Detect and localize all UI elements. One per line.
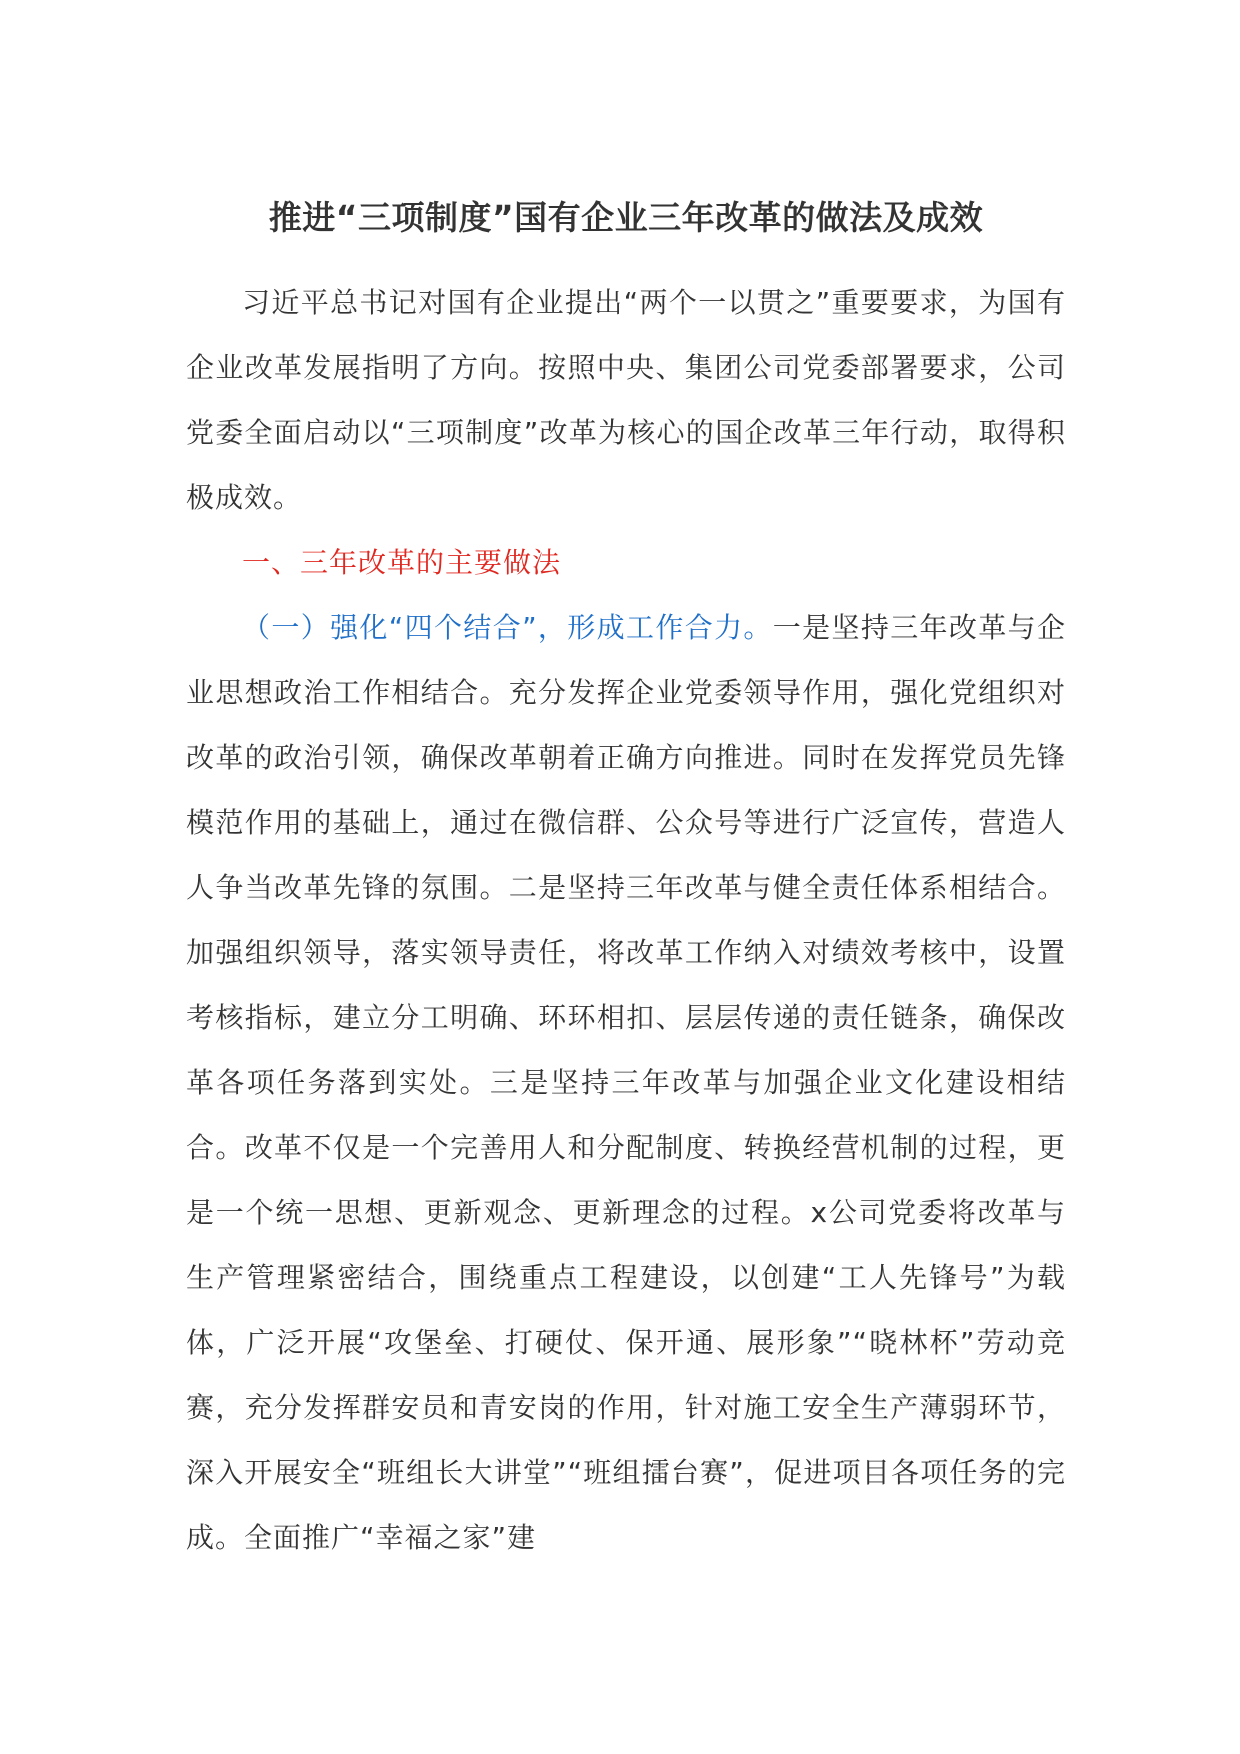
document-content bbox=[186, 190, 1066, 1570]
subsection-paragraph bbox=[186, 595, 1066, 1570]
intro-paragraph: 习近平总书记对国有企业提出“两个一以贯之”重要要求，为国有企业改革发展指明了方向。按照中央、集团公司党委部署要求，公司党委全面启动以“三项制度”改革为核心的国企改革三年行动，取得积极成效。 bbox=[186, 286, 1066, 514]
section-heading: 一、三年改革的主要做法 bbox=[242, 546, 562, 579]
subsection-body: 一是坚持三年改革与企业思想政治工作相结合。充分发挥企业党委领导作用，强化党组织对改革的政治引领，确保改革朝着正确方向推进。同时在发挥党员先锋模范作用的基础上，通过在微信群、公众号等进行广泛宣传，营造人人争当改革先锋的氛围。二是坚持三年改革与健全责任体系相结合。加强组织领导，落实领导责任，将改革工作纳入对绩效考核中，设置考核指标，建立分工明确、环环相扣、层层传递的责任链条，确保改革各项任务落到实处。三是坚持三年改革与加强企业文化建设相结合。改革不仅是一个完善用人和分配制度、转换经营机制的过程，更是一个统一思想、更新观念、更新理念的过程。x公司党委将改革与生产管理紧密结合，围绕重点工程建设，以创建“工人先锋号”为载体，广泛开展“攻堡垒、打硬仗、保开通、展形象”“晓林杯”劳动竞赛，充分发挥群安员和青安岗的作用，针对施工安全生产薄弱环节，深入开展安全“班组长大讲堂”“班组擂台赛”，促进项目各项任务的完成。全面推广“幸福之家”建 bbox=[186, 611, 1066, 1554]
subsection-heading: （一）强化“四个结合”，形成工作合力。 bbox=[242, 611, 773, 644]
document-title: 推进“三项制度”国有企业三年改革的做法及成效 bbox=[268, 198, 984, 237]
